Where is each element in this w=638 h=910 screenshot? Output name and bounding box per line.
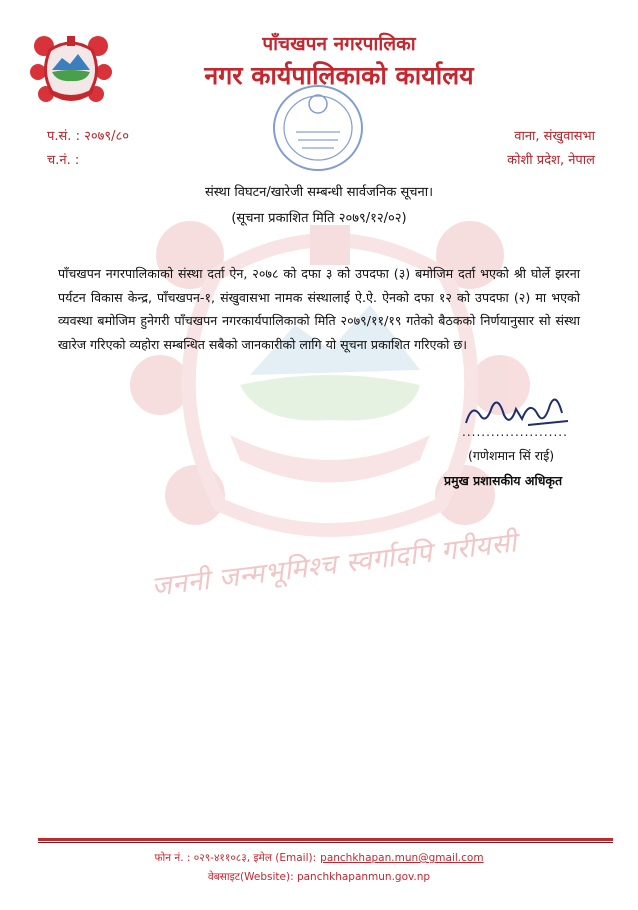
notice-body: पाँचखपन नगरपालिकाको संस्था दर्ता ऐन, २०७८ को दफा ३ को उपदफा (३) बमोजिम दर्ता भएको श्री घोर्ले झरना पर्यटन विकास केन्द्र, पाँचखपन-१, संखुवासभा नामक संस्थालाई ऐ.ऐ. ऐनको दफा १२ को उपदफा (२) मा भएको व्यवस्था बमोजिम हुनेगरी पाँचखपन नगरकार्यपालिकाको मिति २०७९/११/१९ गतेको बैठकको निर्णयानुसार सो संस्था खारेज गरिएको व्यहोरा सम्बन्धित सबैको जानकारीको लागि यो सूचना प्रकाशित गरिएको छ। <box>58 266 580 352</box>
email-link[interactable]: panchkhapan.mun@gmail.com <box>320 852 484 864</box>
footer-divider-thin <box>38 842 613 843</box>
signature-line: ...................... <box>462 425 568 439</box>
notice-subject: संस्था विघटन/खारेजी सम्बन्धी सार्वजनिक सूचना। <box>204 185 434 200</box>
office-stamp-icon <box>268 80 368 176</box>
footer-contact-text: फोन नं. : ०२९-४११०८३, इमेल (Email): <box>154 852 317 864</box>
watermark-motto: जननी जन्मभूमिश्च स्वर्गादपि गरीयसी <box>149 527 519 603</box>
dispatch-number: च.नं. : <box>47 153 80 168</box>
signer-title: प्रमुख प्रशासकीय अधिकृत <box>444 473 563 488</box>
footer-website[interactable]: वेबसाइट(Website): panchkhapanmun.gov.np <box>207 871 431 883</box>
reference-block <box>47 125 129 173</box>
address-line-2: कोशी प्रदेश, नेपाल <box>507 153 595 168</box>
signer-name: (गणेशमान सिं राई) <box>468 448 555 463</box>
address-block <box>507 125 595 173</box>
letter-number: प.सं. : २०७९/८० <box>47 129 130 144</box>
footer-divider <box>38 838 613 841</box>
footer-contact <box>0 851 638 865</box>
address-line-1: वाना, संखुवासभा <box>514 129 595 144</box>
publication-date: (सूचना प्रकाशित मिति २०७९/१२/०२) <box>231 211 407 226</box>
office-name: नगर कार्यपालिकाको कार्यालय <box>204 61 474 90</box>
municipality-name: पाँचखपन नगरपालिका <box>262 33 416 55</box>
